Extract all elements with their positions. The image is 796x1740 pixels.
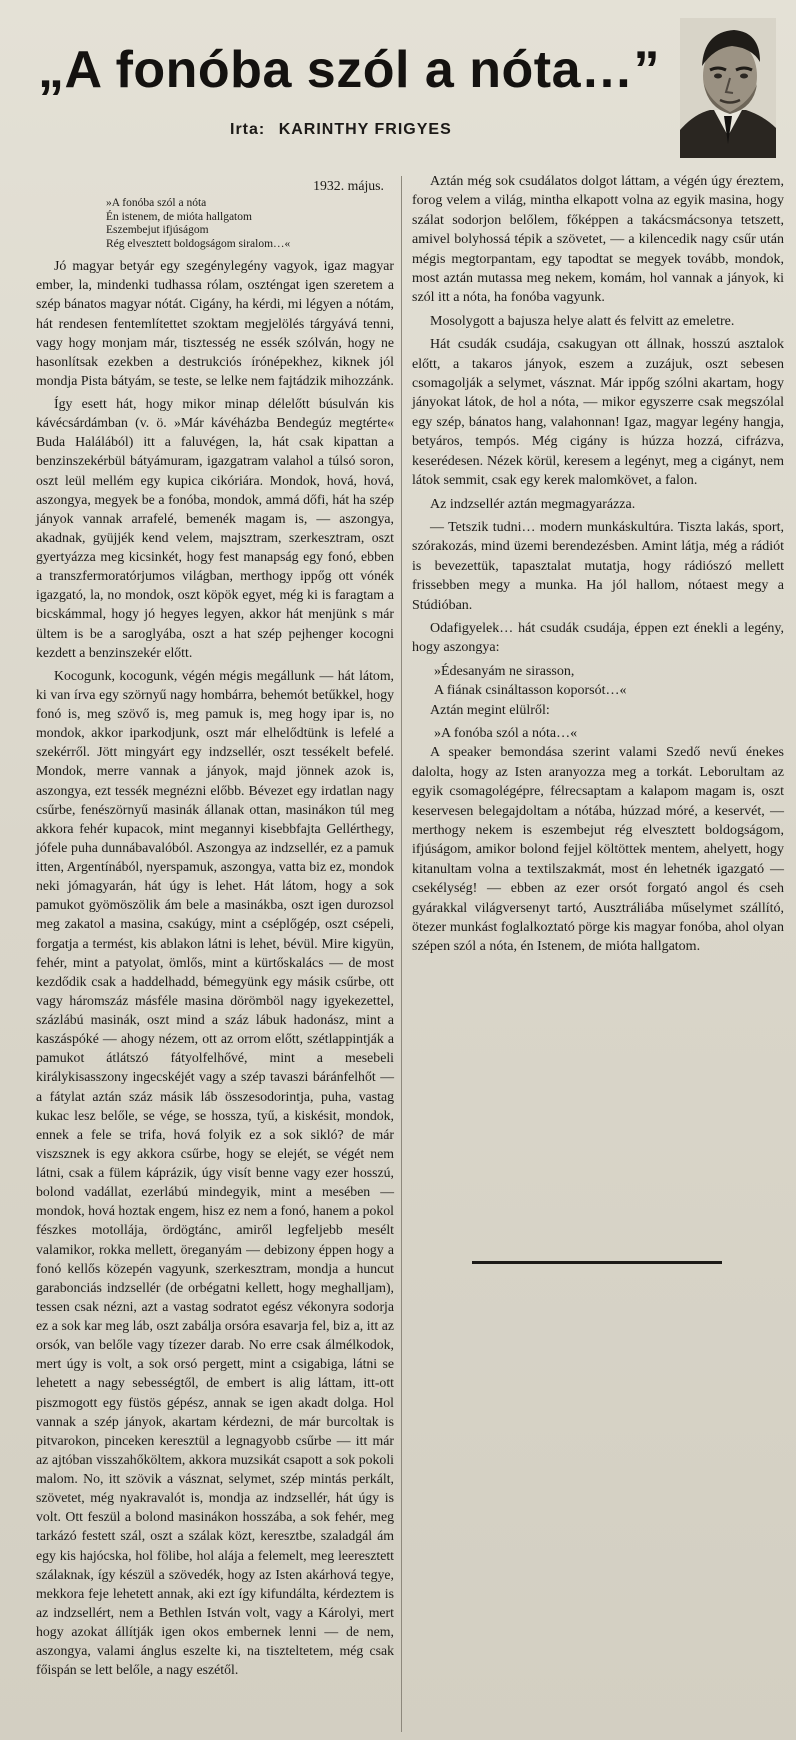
article-paragraph: Hát csudák csudája, csakugyan ott állnak, hosszú asztalok előtt, a takaros jányok, eszem a zuzájuk, oszt sebesen csomagolják a selymet, vásznat. Már ippőg szólni akartam, hogy jányokat látok, de hol a nóta, — mikor egyszerre csak megszólal egy szép, bánatos hang, valahonnan! Igaz, magyar legény hangja, betyáros, tempós. Még cigány is húzza hozzá, cifrázva, keserédesen. Nézek körül, keresem a legényt, meg a cigányt, nem látok semmit, csak egy kerek malomkövet, a falon. — [412, 337, 784, 489]
article-paragraph: Így esett hát, hogy mikor minap délelőtt búsulván kis kávécsárdámban (v. ö. »Már kávéházba Bendegúz megtérte« Buda Halálából) itt a faluvégen, la, hát csak kipattan a benzinszekérbül bátyámuram, igazgatram valahol a túlsó soron, oszt leül mellém egy kupica cikóriára. Mondok, hová, hová, aszongya, megyek be a fonóba, mondok, ammá dőfi, hát ha szép jányok vannak arrafelé, bemenék magam is, — aszongya, akadnak, gyüjjék kend velem, majsztram, szerkesztram, oszt gyertyázza meg kicsinkét, hogy fest manapság egy fonó, ebben a transzfermoratórjumos világban, merthogy ippőg ott vónék igazgató, la, no mondok, oszt köpök egyet, még ki is faragtam a bicskámmal, hogy jó hegyes legyen, akkor hát menjünk s már ültem is be a saroglyába, oszt a hat szép pejhenger kocogni kezdett a benzinszekér előtt. — [36, 396, 394, 660]
article-paragraph: A speaker bemondása szerint valami Szedő nevű énekes dalolta, hogy az Isten aranyozza meg a torkát. Leborultam az egyik csomagolégépre, félrecsaptam a kalapom magam is, oszt keservesen belegajdoltam a nótába, húzzad móré, a keservét, — merthogy nekem is eszembejut rég elvesztett boldogságom, ifjúságom, amikor bolond fejjel költöttek mentem, ahelyett, hogy kitanultam volna a textilszakmát, most én lehetnék igazgató — csekélység! — ebben az ezer orsót forgató angol és cseh gyárakkal világversenyt tartó, Ausztráliába műselymet szállító, ötezer munkást foglalkoztató pörge kis magyar fonóba, ahol olyan szépen szól a nóta, én Istenem, de mióta hallgatom. — [412, 745, 784, 955]
article-paragraph: Jó magyar betyár egy szegénylegény vagyok, igaz magyar ember, la, mindenki tudhassa rólam, oszténgat igen szeretem a szép bánatos magyar nótát. Cigány, ha kérdi, mi légyen a nótám, hát rendesen fentemlítettet szoktam megjelölés tárgyává tenni, vagy hogy monjam már, tisztesség ne essék szólván, hogy ne hasonlítsak ezekben a destrukciós írónépekhez, kiknek jól mondja Pista bátyám, se teste, se lelke nem fajtádzik mihozzánk. — [36, 258, 394, 388]
author-name: KARINTHY FRIGYES — [278, 121, 452, 138]
article-column-left — [36, 176, 394, 1683]
article-column-right — [412, 172, 784, 961]
epigraph-line: Eszembejut ifjúságom — [106, 224, 209, 237]
author-portrait-icon — [680, 18, 776, 158]
article-paragraph: Aztán még sok csudálatos dolgot láttam, a végén úgy éreztem, forog velem a világ, mintha elkapott volna az egyik masina, hogy szálat sodorjon belőlem, főképpen a takácsmácsonya tetszett, amivel bolyhossá tépik a szövetet, — a kilencedik nagy csűr után mégis megtorpantam, egy tapodtat se megyek tovább, mondok, most aztán mutassa meg nekem, komám, hol vannak a jányok, ki szól itt a nóta, ha fonóba vagyunk. — [412, 174, 784, 306]
song-quote-repeat: »A fonóba szól a nóta…« — [434, 725, 578, 741]
epigraph-line: Rég elvesztett boldogságom siralom…« — [106, 237, 291, 250]
byline — [230, 121, 590, 139]
article-title: „A fonóba szól a nóta…” — [38, 41, 661, 99]
epigraph — [106, 197, 394, 251]
article-header — [0, 0, 796, 168]
article-paragraph: Az indzsellér aztán megmagyarázza. — [430, 496, 636, 512]
article-paragraph: Mosolygott a bajusza helye alatt és felvitt az emeletre. — [430, 313, 735, 329]
byline-prefix: Irta: — [230, 121, 266, 138]
song-quote-line: A fiának csináltasson koporsót…« — [434, 683, 627, 699]
article-date: 1932. május. — [313, 178, 384, 193]
column-divider — [401, 176, 402, 1732]
article-end-rule — [472, 1261, 722, 1264]
epigraph-line: »A fonóba szól a nóta — [106, 197, 207, 210]
article-paragraph: Kocogunk, kocogunk, végén mégis megállunk — hát látom, ki van írva egy szörnyű nagy hombárra, behemót betűkkel, hogy fonó is, meg szövő is, meg pamuk is, meg hogy ipar is, no mondok, akkor iparkodjunk, oszt már elhelődtünk is lefelé a szekérről. Jött mingyárt egy indzsellér, oszt tessékelt befelé. Mondok, merre vannak a jányok, majd jönnek azok is, aszongya, ezt tessék megnézni előbb. Bévezet egy irdatlan nagy csűrbe, fenészörnyű masinák állanak ottan, masinákon túl meg akkora fehér kupacok, mint megannyi kisebbfajta Gellérthegy, jófele puha dunnábavalóból. Aszongya az indzsellér, ez a pamuk itten, Argentínából, nyerspamuk, aszongya, vatta biz ez, mondok neki jómagyarán, hát úgy is lehet. Hát látom, hogy a sok pamukot gyömöszölik ám bele a masinákba, oszt igen durozsol meg zakatol a masina, csakúgy, mint a cséplőgép, oszt csépeli, forgatja a termést, kis ablakon látni is lehet, bévül. Mire kigyün, fehér, mint a patyolat, ömlős, mint a kürtőskalács — de most kezdődik csak a haddelhadd, bémegyünk egy másik csűrbe, ott vagy háromszáz másféle masina dörömböl nagy igyekezettel, százlábú masinák, oszt mind a száz lábuk hadonász, mint a kaszáspóké — ahogy nézem, ott az orrom előtt, szétlappintják a pamukot átlátszó fátyolfelhővé, mint a mesebeli királykisasszony ingecskéjét vagy a szép tavaszi báránfelhőt — a fátylat aztán száz másik láb összesodorintja, puha, vastag kukac lesz belőle, se vége, se hossza, tyű, a kiskésit, mondok, ennek a fele se trifa, hová folyik ez a sok sikló? de már viszsznek is egy akkora csűrbe, hogy se elejét, se végét nem látni, csak a fülem káprázik, úgy visít benne vagy ezer hosszú, bolond vadállat, ezerlábú mindegyik, mint a mesében — mondok, hová hoztak engem, hisz ez nem a fonó, hanem a pokol fészkes motollája, ördögtánc, amiről legfeljebb mesélt valamikor, rokka mellett, öreganyám — debizony éppen hogy a fonó kellős közepén vagyunk, szerkesztram, mondja a huncut garabonciás indzsellér (de orbégatni kellett, hogy meghalljam), tessen csak nézni, azt a vastag sodratot egész vékonyra sodorja ez a sok kar meg láb, oszt zabálja orsóra esavarja fel, biz a, itt az orsók, van belőle vagy tízezer darab. No erre csak álmélkodok, mert úgy is volt, a sok orsó pergett, mint a csigabiga, látni se lehetett a nagy sebességtől, de embert is alig láttam, itt-ott piszmogott egy füstös gépész, annak se igen akadt dolga. Hol vannak a szép jányok, akartam kérdezni, de már burcoltak is pitvarokon, pinceken keresztül a legnagyobb csűrbe — itt már az ajtóban visszahőköltem, akkora muzsikát csapott a sok pokoli malom. No, itt szövik a vásznat, selymet, szép mintás perkált, szövetet, még nyakravalót is, mondja az indzsellér, hát úgy is volt. Ott feszül a bolond masinákon hosszába, a sok fehér, meg tarkázó festett szál, oszt a szálak közt, keresztbe, szaladgál ám egy kis hajócska, hol fölibe, hol alája a felemelt, meg leeresztett szálaknak, így készül a szövedék, hogy az Isten akárhová tegye, mekkora feje lehetett annak, aki ezt így kifundálta, kérdeztem is az indzsellért, nem a Bethlen István volt, vagy a Károlyi, mert hogy azokat állítják igen okos embernek lenni — de nem, aszongya, valami ánglus eszelte ki, na tiszteltetem, még csak főispán se lett belőle, a nagy eszétől. — [36, 667, 394, 1678]
song-quote-line: »Édesanyám ne sirasson, — [434, 663, 575, 679]
article-paragraph: Aztán megint elülről: — [430, 702, 550, 718]
article-paragraph: — Tetszik tudni… modern munkáskultúra. Tiszta lakás, sport, szórakozás, mind üzemi berendezésben. Amint látja, még a rádiót is bevezettük, tapasztalat mutatja, hogy rádiószó mellett frissebben megy a munka. Ha jól hallom, nótaest megy a Stúdióban. — [412, 519, 784, 613]
article-paragraph: Odafigyelek… hát csudák csudája, éppen ezt énekli a legény, hogy aszongya: — [412, 620, 784, 656]
epigraph-line: Én istenem, de mióta hallgatom — [106, 210, 252, 223]
